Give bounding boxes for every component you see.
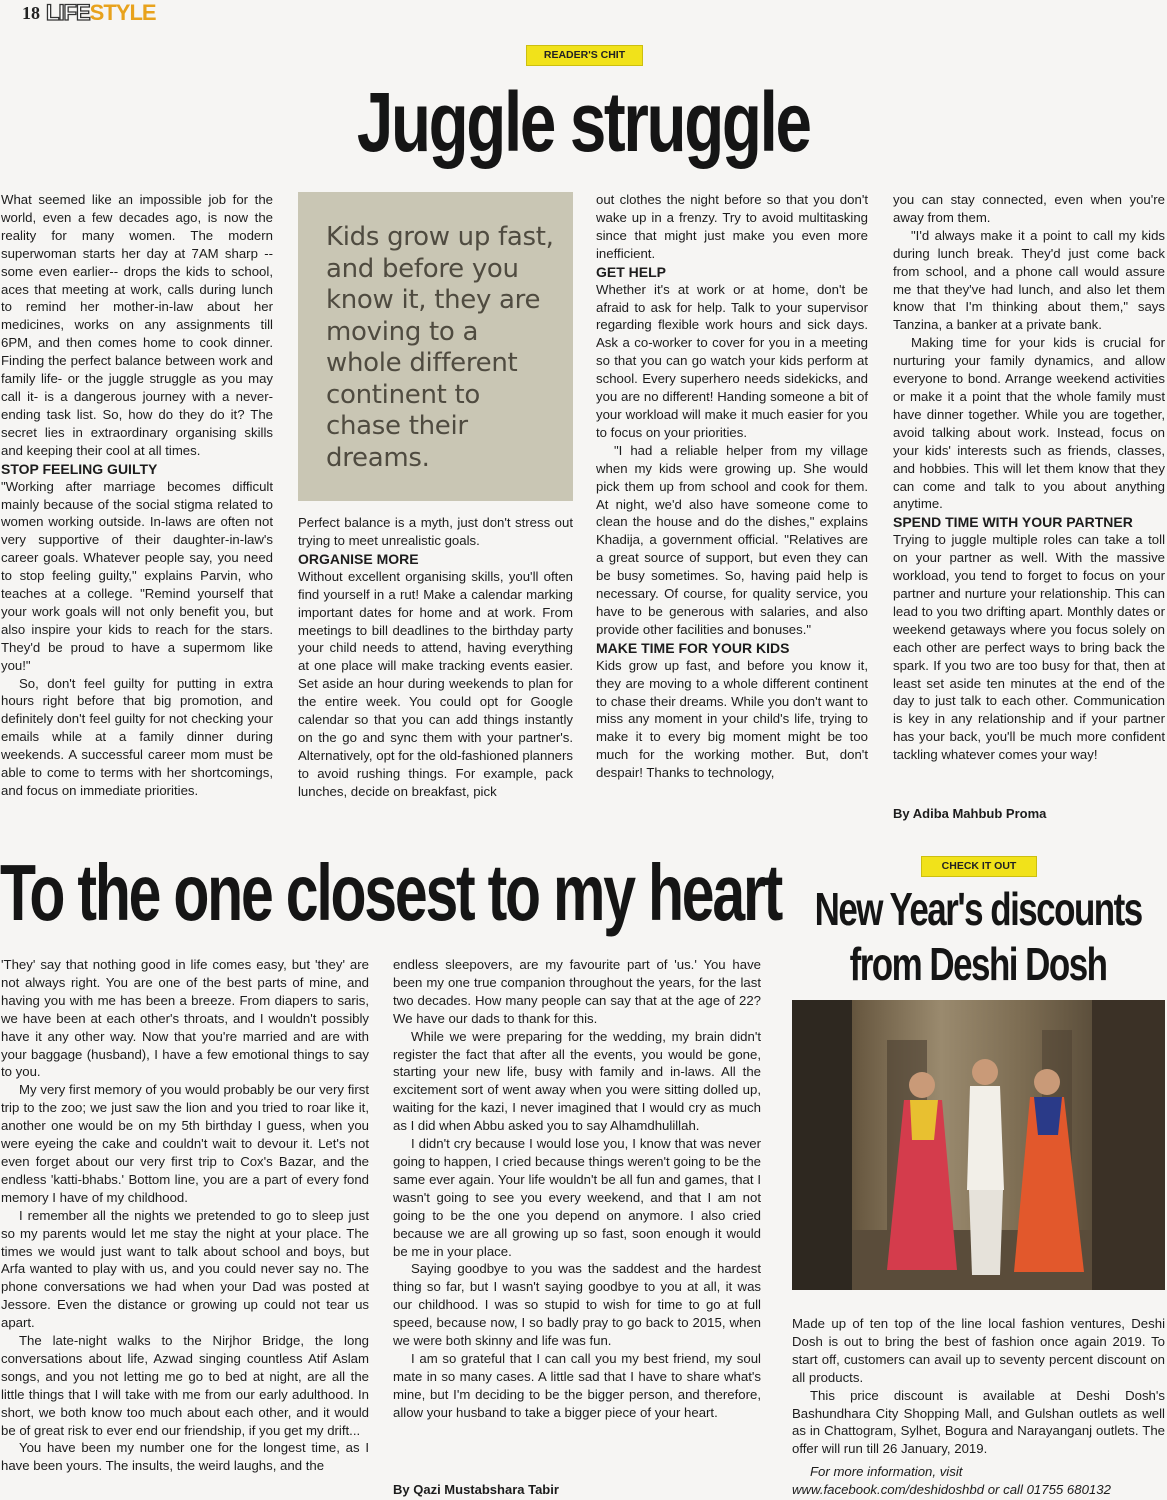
article1-col3 — [596, 191, 868, 782]
article1-col1 — [1, 191, 273, 800]
paragraph: Trying to juggle multiple roles can take a toll on your partner as well. With the massive workload, you tend to forget to focus on your partner and nurture your relationship. This can lead to you two drifting apart. Monthly dates or weekend getaways where you focus solely on each other are perfect ways to bring back the spark. If you two are too busy for that, then at least set aside ten minutes at the end of the day to just talk to each other. Communication is key in any relationship and if your partner has your back, you'll be much more confident tackling whatever comes your way! — [893, 532, 1165, 763]
paragraph: Without excellent organising skills, you'll often find yourself in a rut! Make a calendar marking important dates for home and at work. From meetings to bill deadlines to the birthday party your child needs to attend, having everything at one place will make tracking events easier. Set aside an hour during weekends to plan for the entire week. You could opt for Google calendar so that you can add things instantly on the go and sync them with your partner's. Alternatively, opt for the old-fashioned planners to avoid rushing things. For example, pack lunches, decide on breakfast, pick — [298, 568, 573, 799]
article3-info-line: For more information, visit — [810, 1464, 963, 1479]
section-logo — [46, 2, 156, 24]
article3-body — [792, 1315, 1165, 1458]
paragraph: endless sleepovers, are my favourite part of 'us.' You have been my one true companion throughout the years, for the last two decades. How many people can say that at the age of 22? We have our dads to thank for this. — [393, 957, 761, 1026]
section-heading: ORGANISE MORE — [298, 550, 419, 567]
paragraph: I am so grateful that I can call you my best friend, my soul mate in so many cases. A little sad that I have to share what's mine, but I'm deciding to be the bigger person, and therefore, allow your husband to take a bigger piece of your heart. — [393, 1350, 761, 1420]
paragraph: I remember all the nights we pretended to go to sleep just so my parents would let me stay the night at your place. The times we would just want to talk about school and boys, but Arfa wanted to play with us, and you could never say no. The phone conversations we had when your Dad was posted at Jessore. Even the distance or growing up could not tear us apart. — [1, 1207, 369, 1331]
fashion-photo — [792, 1000, 1165, 1290]
article1-col4 — [893, 191, 1165, 764]
article1-title: Juggle struggle — [357, 75, 810, 169]
paragraph: While we were preparing for the wedding, my brain didn't register the fact that after all the events, you would be gone, starting your new life, busy with family and in-laws. All the excitement sort of went away when you were sitting dolled up, waiting for the kazi, I never imagined that I would cry as much as I did when Abbu asked you to say Alhamdhulillah. — [393, 1028, 761, 1134]
paragraph: This price discount is available at Deshi Dosh's Bashundhara City Shopping Mall, and Gulshan outlets as well as in Chattogram, Sylhet, Bogura and Narayanganj outlets. The offer will run till 26 January, 2019. — [792, 1387, 1165, 1457]
paragraph: "I'd always make it a point to call my kids during lunch break. They'd just come back from school, and a phone call would assure me that they've had lunch, and also let them know that I'm thinking about them," says Tanzina, a banker at a private bank. — [893, 227, 1165, 333]
paragraph: I didn't cry because I would lose you, I know that was never going to happen, I cried because things weren't going to be the same ever again. Your life wouldn't be all fun and games, that I wasn't going to see you every weekend, and that I am not going to be the one you depend on anymore. I also cried because we are all growing up so fast, soon enough it would be me in your place. — [393, 1136, 761, 1259]
article2-byline: By Qazi Mustabshara Tabir — [393, 1482, 559, 1497]
section-heading: MAKE TIME FOR YOUR KIDS — [596, 639, 790, 656]
article1-byline: By Adiba Mahbub Proma — [893, 806, 1047, 821]
article2-col1 — [1, 956, 369, 1475]
article2-col2 — [393, 956, 761, 1422]
paragraph: Making time for your kids is crucial for nurturing your family dynamics, and allow everyone to bond. Arrange weekend activities or make it a point that the whole family must have dinner together. While you are together, avoid talking about work. Instead, focus on your kids' interests such as friends, classes, and hobbies. This will let them know that they can come and talk to you about anything anytime. — [893, 335, 1165, 512]
paragraph: "Working after marriage becomes difficult mainly because of the social stigma related to women working outside. In-laws are often not very supportive of their daughter-in-law's career goals. Whatever people say, you need to stop feeling guilty," explains Parvin, who teaches at a college. "Remind yourself that your work goals will not only benefit you, but also inspire your kids to reach for the stars. They'd be proud to have a supermom like you!" — [1, 478, 273, 673]
article1-col2 — [298, 514, 573, 801]
pullquote-box — [298, 192, 573, 501]
page-header — [22, 0, 156, 26]
paragraph: So, don't feel guilty for putting in extra hours right before that big promotion, and definitely don't feel guilty for not checking your emails while at a family dinner during weekends. A successful career mom must be able to come to terms with her shortcomings, and focus on immediate priorities. — [1, 675, 273, 798]
paragraph: out clothes the night before so that you don't wake up in a frenzy. Try to avoid multitasking since that might just make you even more inefficient. — [596, 192, 868, 261]
paragraph: Made up of ten top of the line local fashion ventures, Deshi Dosh is out to bring the best of fashion once again 2019. To start off, customers can avail up to seventy percent discount on all products. — [792, 1316, 1165, 1385]
article3-title-line1: New Year's discounts — [814, 883, 1142, 935]
article3-title-line2: from Deshi Dosh — [849, 938, 1107, 990]
article2-title-wrap — [0, 848, 782, 938]
article1-title-wrap — [0, 72, 1167, 172]
paragraph: What seemed like an impossible job for the world, even a few decades ago, is now the reality for many women. The modern superwoman starts her day at 7AM sharp -- some even earlier-- drops the kids to school, aces that meeting at work, calls during lunch to remind her mother-in-law about her medicines, works on any assignments till 6PM, and then comes home to cook dinner. Finding the perfect balance between work and family life- or the juggle struggle as you may call it- is a dangerous journey with a never-ending task list. So, how do they do it? The secret lies in extraordinary organising skills and keeping their cool at all times. — [1, 192, 273, 458]
paragraph: Whether it's at work or at home, don't be afraid to ask for help. Talk to your supervisor regarding flexible work hours and sick days. Ask a co-worker to cover for you in a meeting so that you can go watch your kids perform at school. Every superhero needs sidekicks, and you are no different! Handing someone a bit of your workload will make it much easier for you to focus on your priorities. — [596, 281, 868, 440]
paragraph: You have been my number one for the longest time, as I have been yours. The insults, the weird laughs, and the — [1, 1440, 369, 1474]
paragraph: My very first memory of you would probably be our very first trip to the zoo; we just saw the lion and you tried to roar like it, another one would be on my 5th birthday I guess, when you were eyeing the cake and couldn't wait to devour it. Let's not even forget about our very first trip to Cox's Bazar, and the endless 'katti-bhabs.' Bottom line, you are a part of every fond memory I have of my childhood. — [1, 1082, 369, 1205]
section-heading: GET HELP — [596, 263, 667, 280]
readers-chit-tag: READER'S CHIT — [526, 45, 643, 66]
paragraph: Perfect balance is a myth, just don't stress out trying to meet unrealistic goals. — [298, 515, 573, 548]
paragraph: 'They' say that nothing good in life comes easy, but 'they' are not always right. You are one of the best parts of mine, and having you with me has been a breeze. From diapers to saris, we have been at each other's throats, and I wouldn't possibly have it any other way. Now that you're married and are with your baggage (husband), I have a few emotional things to say to you. — [1, 957, 369, 1080]
paragraph: you can stay connected, even when you're away from them. — [893, 192, 1165, 225]
section-logo-style: STYLE — [89, 0, 156, 25]
paragraph: The late-night walks to the Nirjhor Bridge, the long conversations about life, Azwad singing countless Atif Aslam songs, and you not letting me go to bed at night, are all the little things that I will take with me from our early adulthood. In short, we both know too much about each other, and it would be of great risk to ever end our friendship, if you get my drift... — [1, 1333, 369, 1438]
section-heading: SPEND TIME WITH YOUR PARTNER — [893, 514, 1133, 531]
paragraph: "I had a reliable helper from my village when my kids were growing up. She would pick them up from school and cook for them. At night, we'd also have someone come to clean the house and do the dishes," explains Khadija, a government official. "Relatives are a great source of support, but even they can be busy sometimes. So, having paid help is necessary. Of course, for quality service, you have to be generous with salaries, and also provide other facilities and bonuses." — [596, 442, 868, 637]
fashion-photo-illustration — [792, 1000, 1165, 1290]
page-number: 18 — [22, 2, 40, 23]
section-logo-life: LIFE — [46, 0, 90, 25]
paragraph: Saying goodbye to you was the saddest and the hardest thing so far, but I wasn't saying goodbye to you at all, it was our childhood. I was so stupid to wish for time to go at full speed, because now, I so badly pray to go back to 2015, when we were both skinny and life was fun. — [393, 1261, 761, 1349]
article3-info-contact[interactable]: www.facebook.com/deshidoshbd or call 01755 680132 — [792, 1482, 1111, 1497]
section-heading: STOP FEELING GUILTY — [1, 460, 158, 477]
article3-title-block — [790, 882, 1166, 992]
article2-title: To the one closest to my heart — [0, 848, 782, 937]
pullquote-text: Kids grow up fast, and before you know it, they are moving to a whole different continent to chase their dreams. — [326, 222, 554, 473]
paragraph: Kids grow up fast, and before you know it, they are moving to a whole different continent to chase their dreams. While you don't want to miss any moment in your child's life, trying to make it to every big moment might be too much for the working mother. But, don't despair! Thanks to technology, — [596, 657, 868, 781]
check-it-out-tag: CHECK IT OUT — [921, 856, 1037, 877]
